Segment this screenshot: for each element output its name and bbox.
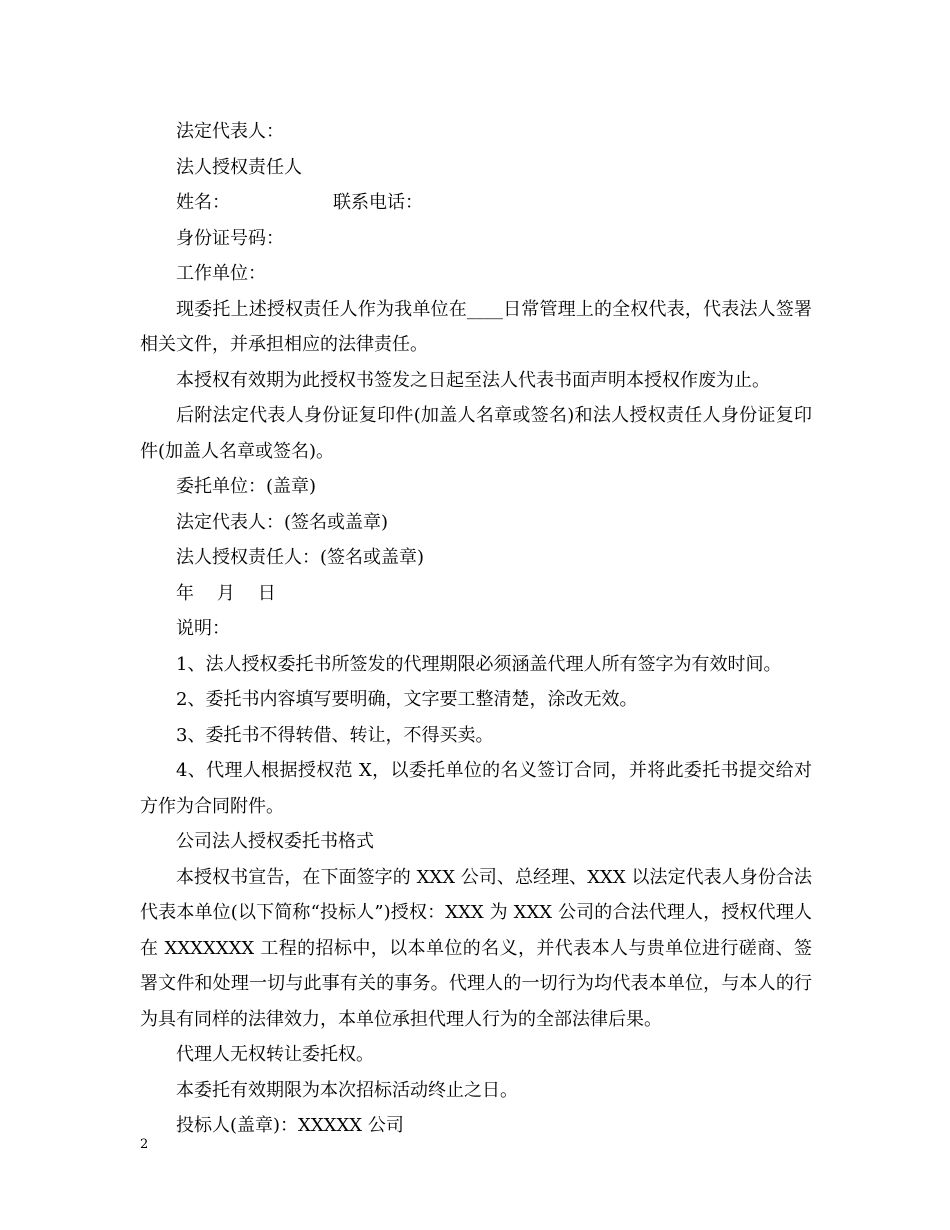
paragraph-authorized-signature: 法人授权责任人：(签名或盖章) [176, 547, 425, 568]
document-body [140, 114, 812, 1144]
paragraph-date: 年 月 日 [176, 582, 276, 604]
paragraph-declaration: 本授权书宣告，在下面签字的 XXX 公司、总经理、XXX 以法定代表人身份合法代表本单位(以下简称“投标人”)授权：XXX 为 XXX 公司的合法代理人，授权代理人在 XXXXXXX 工程的招标中，以本单位的名义，并代表本人与贵单位进行磋商、签署文件和处理一切与此事有关的事务。代理人的一切行为均代表本单位，与本人的行为具有同样的法律效力，本单位承担代理人行为的全部法律后果。 [140, 866, 812, 1030]
paragraph-validity: 本授权有效期为此授权书签发之日起至法人代表书面声明本授权作废为止。 [176, 369, 770, 391]
paragraph-notes-heading: 说明： [176, 618, 230, 639]
paragraph-note-4: 4、代理人根据授权范 X，以委托单位的名义签订合同，并将此委托书提交给对方作为合同附件。 [140, 760, 812, 817]
paragraph-work-unit: 工作单位： [176, 263, 266, 284]
paragraph-note-1: 1、法人授权委托书所签发的代理期限必须涵盖代理人所有签字为有效时间。 [176, 653, 782, 675]
paragraph-legal-rep-signature: 法定代表人：(签名或盖章) [176, 511, 389, 533]
paragraph-attachments: 后附法定代表人身份证复印件(加盖人名章或签名)和法人授权责任人身份证复印件(加盖人名章或签名)。 [140, 405, 812, 462]
paragraph-legal-representative: 法定代表人： [176, 121, 284, 142]
paragraph-authorized-person: 法人授权责任人 [176, 156, 302, 178]
paragraph-bidder-seal: 投标人(盖章)：XXXXX 公司 [176, 1115, 404, 1136]
paragraph-id-number: 身份证号码： [176, 227, 284, 249]
paragraph-note-2: 2、委托书内容填写要明确，文字要工整清楚，涂改无效。 [176, 689, 638, 710]
paragraph-entrustment: 现委托上述授权责任人作为我单位在____日常管理上的全权代表，代表法人签署相关文件，并承担相应的法律责任。 [140, 298, 812, 355]
paragraph-note-3: 3、委托书不得转借、转让，不得买卖。 [176, 724, 494, 746]
paragraph-term: 本委托有效期限为本次招标活动终止之日。 [176, 1079, 518, 1101]
paragraph-name-phone: 姓名： 联系电话： [176, 192, 423, 213]
paragraph-format-title: 公司法人授权委托书格式 [176, 831, 374, 852]
page-number: 2 [140, 1137, 149, 1152]
paragraph-no-transfer: 代理人无权转让委托权。 [176, 1044, 374, 1065]
paragraph-entrusting-unit: 委托单位：(盖章) [176, 476, 317, 497]
